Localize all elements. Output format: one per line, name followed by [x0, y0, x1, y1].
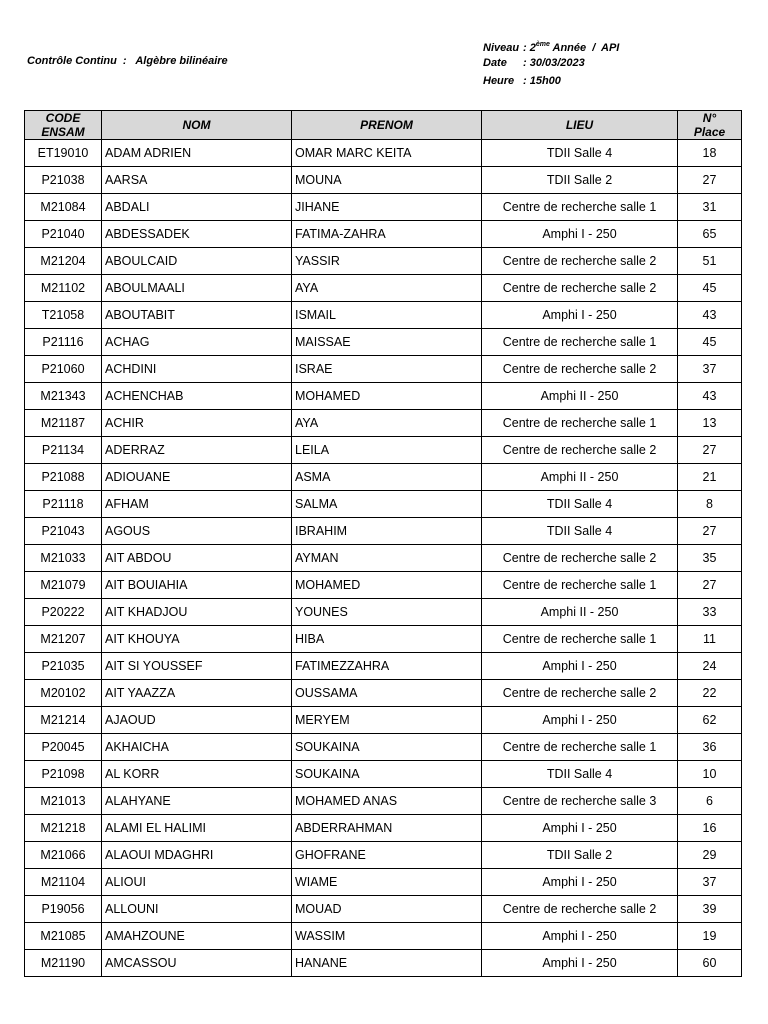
table-row [25, 194, 742, 221]
cell-nom: AARSA [102, 167, 292, 194]
cell-code: T21058 [25, 302, 102, 329]
cell-code: M21218 [25, 815, 102, 842]
cell-code: P21134 [25, 437, 102, 464]
cell-nom: ACHENCHAB [102, 383, 292, 410]
cell-code: P21116 [25, 329, 102, 356]
student-roster-table [24, 110, 742, 977]
cell-lieu: Centre de recherche salle 2 [482, 248, 678, 275]
table-header-row [25, 111, 742, 140]
cell-nom: ADAM ADRIEN [102, 140, 292, 167]
cell-code: P21098 [25, 761, 102, 788]
table-row [25, 275, 742, 302]
table-row [25, 923, 742, 950]
cell-prenom: IBRAHIM [292, 518, 482, 545]
cell-lieu: TDII Salle 2 [482, 842, 678, 869]
table-row [25, 896, 742, 923]
cell-nom: ACHIR [102, 410, 292, 437]
exam-subject: Algèbre bilinéaire [135, 55, 228, 67]
cell-place: 45 [678, 329, 742, 356]
table-row [25, 383, 742, 410]
cell-code: M21102 [25, 275, 102, 302]
cell-lieu: TDII Salle 4 [482, 761, 678, 788]
cell-lieu: Centre de recherche salle 2 [482, 437, 678, 464]
cell-code: P21060 [25, 356, 102, 383]
cell-lieu: Amphi I - 250 [482, 815, 678, 842]
niveau-line [483, 36, 619, 54]
cell-prenom: HANANE [292, 950, 482, 977]
cell-lieu: Amphi II - 250 [482, 383, 678, 410]
table-row [25, 950, 742, 977]
cell-place: 10 [678, 761, 742, 788]
heure-value: : 15h00 [523, 75, 561, 87]
cell-nom: AIT YAAZZA [102, 680, 292, 707]
table-body [25, 140, 742, 977]
cell-lieu: Centre de recherche salle 1 [482, 194, 678, 221]
cell-nom: AIT BOUIAHIA [102, 572, 292, 599]
cell-prenom: WIAME [292, 869, 482, 896]
cell-lieu: Centre de recherche salle 3 [482, 788, 678, 815]
cell-nom: ACHAG [102, 329, 292, 356]
table-row [25, 356, 742, 383]
cell-prenom: AYA [292, 275, 482, 302]
table-row [25, 140, 742, 167]
cell-prenom: OMAR MARC KEITA [292, 140, 482, 167]
cell-lieu: Amphi I - 250 [482, 923, 678, 950]
cell-code: M21079 [25, 572, 102, 599]
cell-prenom: LEILA [292, 437, 482, 464]
cell-code: P20045 [25, 734, 102, 761]
cell-nom: AMCASSOU [102, 950, 292, 977]
cell-nom: ALAHYANE [102, 788, 292, 815]
heure-line [483, 72, 619, 90]
cell-place: 60 [678, 950, 742, 977]
cell-prenom: SOUKAINA [292, 761, 482, 788]
cell-prenom: GHOFRANE [292, 842, 482, 869]
heure-label: Heure [483, 75, 515, 87]
table-row [25, 491, 742, 518]
cell-place: 43 [678, 383, 742, 410]
exam-type-label: Contrôle Continu : [27, 55, 127, 67]
cell-nom: ADIOUANE [102, 464, 292, 491]
cell-code: P21088 [25, 464, 102, 491]
cell-place: 16 [678, 815, 742, 842]
cell-prenom: JIHANE [292, 194, 482, 221]
table-row [25, 599, 742, 626]
cell-place: 62 [678, 707, 742, 734]
table-row [25, 437, 742, 464]
cell-lieu: Centre de recherche salle 2 [482, 545, 678, 572]
cell-place: 13 [678, 410, 742, 437]
column-header-code [25, 111, 102, 140]
cell-code: ET19010 [25, 140, 102, 167]
column-header-nom: NOM [102, 111, 292, 140]
table-row [25, 329, 742, 356]
column-header-lieu: LIEU [482, 111, 678, 140]
cell-code: P21043 [25, 518, 102, 545]
cell-place: 39 [678, 896, 742, 923]
date-label: Date [483, 57, 507, 69]
cell-prenom: OUSSAMA [292, 680, 482, 707]
cell-place: 27 [678, 518, 742, 545]
cell-code: P20222 [25, 599, 102, 626]
table-row [25, 167, 742, 194]
cell-lieu: Centre de recherche salle 2 [482, 896, 678, 923]
date-line [483, 54, 619, 72]
cell-nom: ALAMI EL HALIMI [102, 815, 292, 842]
cell-nom: ALLOUNI [102, 896, 292, 923]
cell-code: M21214 [25, 707, 102, 734]
table-row [25, 518, 742, 545]
column-header-place-line2: Place [693, 125, 726, 139]
cell-nom: AIT KHADJOU [102, 599, 292, 626]
cell-prenom: HIBA [292, 626, 482, 653]
cell-code: P21118 [25, 491, 102, 518]
cell-prenom: FATIMA-ZAHRA [292, 221, 482, 248]
cell-code: M21085 [25, 923, 102, 950]
cell-place: 51 [678, 248, 742, 275]
cell-place: 45 [678, 275, 742, 302]
cell-code: M20102 [25, 680, 102, 707]
cell-place: 36 [678, 734, 742, 761]
cell-place: 21 [678, 464, 742, 491]
table-row [25, 464, 742, 491]
table-row [25, 761, 742, 788]
table-row [25, 410, 742, 437]
cell-nom: AFHAM [102, 491, 292, 518]
cell-prenom: ISRAE [292, 356, 482, 383]
cell-prenom: AYA [292, 410, 482, 437]
table-row [25, 302, 742, 329]
table-row [25, 707, 742, 734]
cell-lieu: Amphi I - 250 [482, 950, 678, 977]
exam-info [483, 36, 619, 90]
cell-prenom: SOUKAINA [292, 734, 482, 761]
cell-lieu: TDII Salle 4 [482, 140, 678, 167]
cell-place: 35 [678, 545, 742, 572]
cell-nom: ALIOUI [102, 869, 292, 896]
cell-lieu: Centre de recherche salle 1 [482, 572, 678, 599]
table-row [25, 680, 742, 707]
cell-place: 8 [678, 491, 742, 518]
cell-place: 22 [678, 680, 742, 707]
cell-lieu: TDII Salle 4 [482, 518, 678, 545]
cell-place: 27 [678, 572, 742, 599]
table-row [25, 842, 742, 869]
cell-nom: AIT ABDOU [102, 545, 292, 572]
column-header-code-line2: ENSAM [41, 125, 85, 139]
cell-lieu: TDII Salle 4 [482, 491, 678, 518]
cell-lieu: Centre de recherche salle 2 [482, 680, 678, 707]
cell-lieu: TDII Salle 2 [482, 167, 678, 194]
table-row [25, 653, 742, 680]
cell-lieu: Centre de recherche salle 1 [482, 410, 678, 437]
cell-prenom: SALMA [292, 491, 482, 518]
cell-nom: AMAHZOUNE [102, 923, 292, 950]
cell-place: 27 [678, 167, 742, 194]
cell-lieu: Centre de recherche salle 2 [482, 275, 678, 302]
table-row [25, 221, 742, 248]
cell-prenom: FATIMEZZAHRA [292, 653, 482, 680]
table-row [25, 869, 742, 896]
cell-prenom: YASSIR [292, 248, 482, 275]
cell-lieu: Centre de recherche salle 1 [482, 734, 678, 761]
cell-lieu: Centre de recherche salle 1 [482, 626, 678, 653]
cell-code: M21013 [25, 788, 102, 815]
cell-nom: ABOUTABIT [102, 302, 292, 329]
cell-lieu: Amphi I - 250 [482, 869, 678, 896]
cell-place: 27 [678, 437, 742, 464]
cell-lieu: Centre de recherche salle 2 [482, 356, 678, 383]
table-row [25, 815, 742, 842]
cell-place: 43 [678, 302, 742, 329]
table-row [25, 788, 742, 815]
cell-nom: AJAOUD [102, 707, 292, 734]
cell-place: 65 [678, 221, 742, 248]
cell-prenom: ASMA [292, 464, 482, 491]
cell-prenom: MERYEM [292, 707, 482, 734]
cell-place: 29 [678, 842, 742, 869]
cell-code: M21104 [25, 869, 102, 896]
cell-nom: ACHDINI [102, 356, 292, 383]
cell-code: P21040 [25, 221, 102, 248]
cell-prenom: ABDERRAHMAN [292, 815, 482, 842]
cell-code: M21343 [25, 383, 102, 410]
cell-place: 24 [678, 653, 742, 680]
exam-title [27, 55, 228, 67]
cell-prenom: ISMAIL [292, 302, 482, 329]
cell-prenom: MOHAMED [292, 572, 482, 599]
cell-code: M21033 [25, 545, 102, 572]
cell-prenom: MOHAMED ANAS [292, 788, 482, 815]
cell-nom: AIT SI YOUSSEF [102, 653, 292, 680]
date-value: : 30/03/2023 [523, 57, 585, 69]
cell-code: M21084 [25, 194, 102, 221]
column-header-prenom: PRENOM [292, 111, 482, 140]
cell-lieu: Amphi I - 250 [482, 302, 678, 329]
cell-prenom: MAISSAE [292, 329, 482, 356]
cell-nom: ABDESSADEK [102, 221, 292, 248]
cell-prenom: YOUNES [292, 599, 482, 626]
cell-code: P21038 [25, 167, 102, 194]
cell-place: 18 [678, 140, 742, 167]
table-row [25, 545, 742, 572]
cell-nom: ALAOUI MDAGHRI [102, 842, 292, 869]
cell-code: M21204 [25, 248, 102, 275]
niveau-value-suffix: Année / API [549, 42, 620, 54]
column-header-code-line1: CODE [45, 111, 81, 125]
cell-place: 37 [678, 356, 742, 383]
cell-prenom: WASSIM [292, 923, 482, 950]
cell-code: M21066 [25, 842, 102, 869]
cell-lieu: Amphi I - 250 [482, 707, 678, 734]
cell-place: 33 [678, 599, 742, 626]
cell-nom: AIT KHOUYA [102, 626, 292, 653]
cell-nom: AGOUS [102, 518, 292, 545]
cell-prenom: MOUAD [292, 896, 482, 923]
cell-nom: ABOULMAALI [102, 275, 292, 302]
cell-nom: ABOULCAID [102, 248, 292, 275]
cell-code: M21187 [25, 410, 102, 437]
table-row [25, 626, 742, 653]
niveau-label: Niveau [483, 42, 520, 54]
cell-place: 11 [678, 626, 742, 653]
cell-code: M21207 [25, 626, 102, 653]
cell-code: M21190 [25, 950, 102, 977]
cell-lieu: Amphi II - 250 [482, 599, 678, 626]
cell-lieu: Amphi II - 250 [482, 464, 678, 491]
cell-nom: AKHAICHA [102, 734, 292, 761]
table-row [25, 248, 742, 275]
cell-place: 19 [678, 923, 742, 950]
cell-code: P21035 [25, 653, 102, 680]
cell-place: 37 [678, 869, 742, 896]
niveau-value-prefix: : 2 [523, 42, 536, 54]
cell-code: P19056 [25, 896, 102, 923]
cell-lieu: Centre de recherche salle 1 [482, 329, 678, 356]
column-header-place [678, 111, 742, 140]
cell-place: 6 [678, 788, 742, 815]
cell-place: 31 [678, 194, 742, 221]
cell-lieu: Amphi I - 250 [482, 653, 678, 680]
cell-prenom: MOHAMED [292, 383, 482, 410]
cell-prenom: AYMAN [292, 545, 482, 572]
cell-prenom: MOUNA [292, 167, 482, 194]
cell-nom: ADERRAZ [102, 437, 292, 464]
column-header-place-line1: N° [702, 111, 717, 125]
niveau-superscript: ème [535, 41, 550, 48]
cell-lieu: Amphi I - 250 [482, 221, 678, 248]
cell-nom: AL KORR [102, 761, 292, 788]
cell-nom: ABDALI [102, 194, 292, 221]
table-row [25, 572, 742, 599]
table-row [25, 734, 742, 761]
